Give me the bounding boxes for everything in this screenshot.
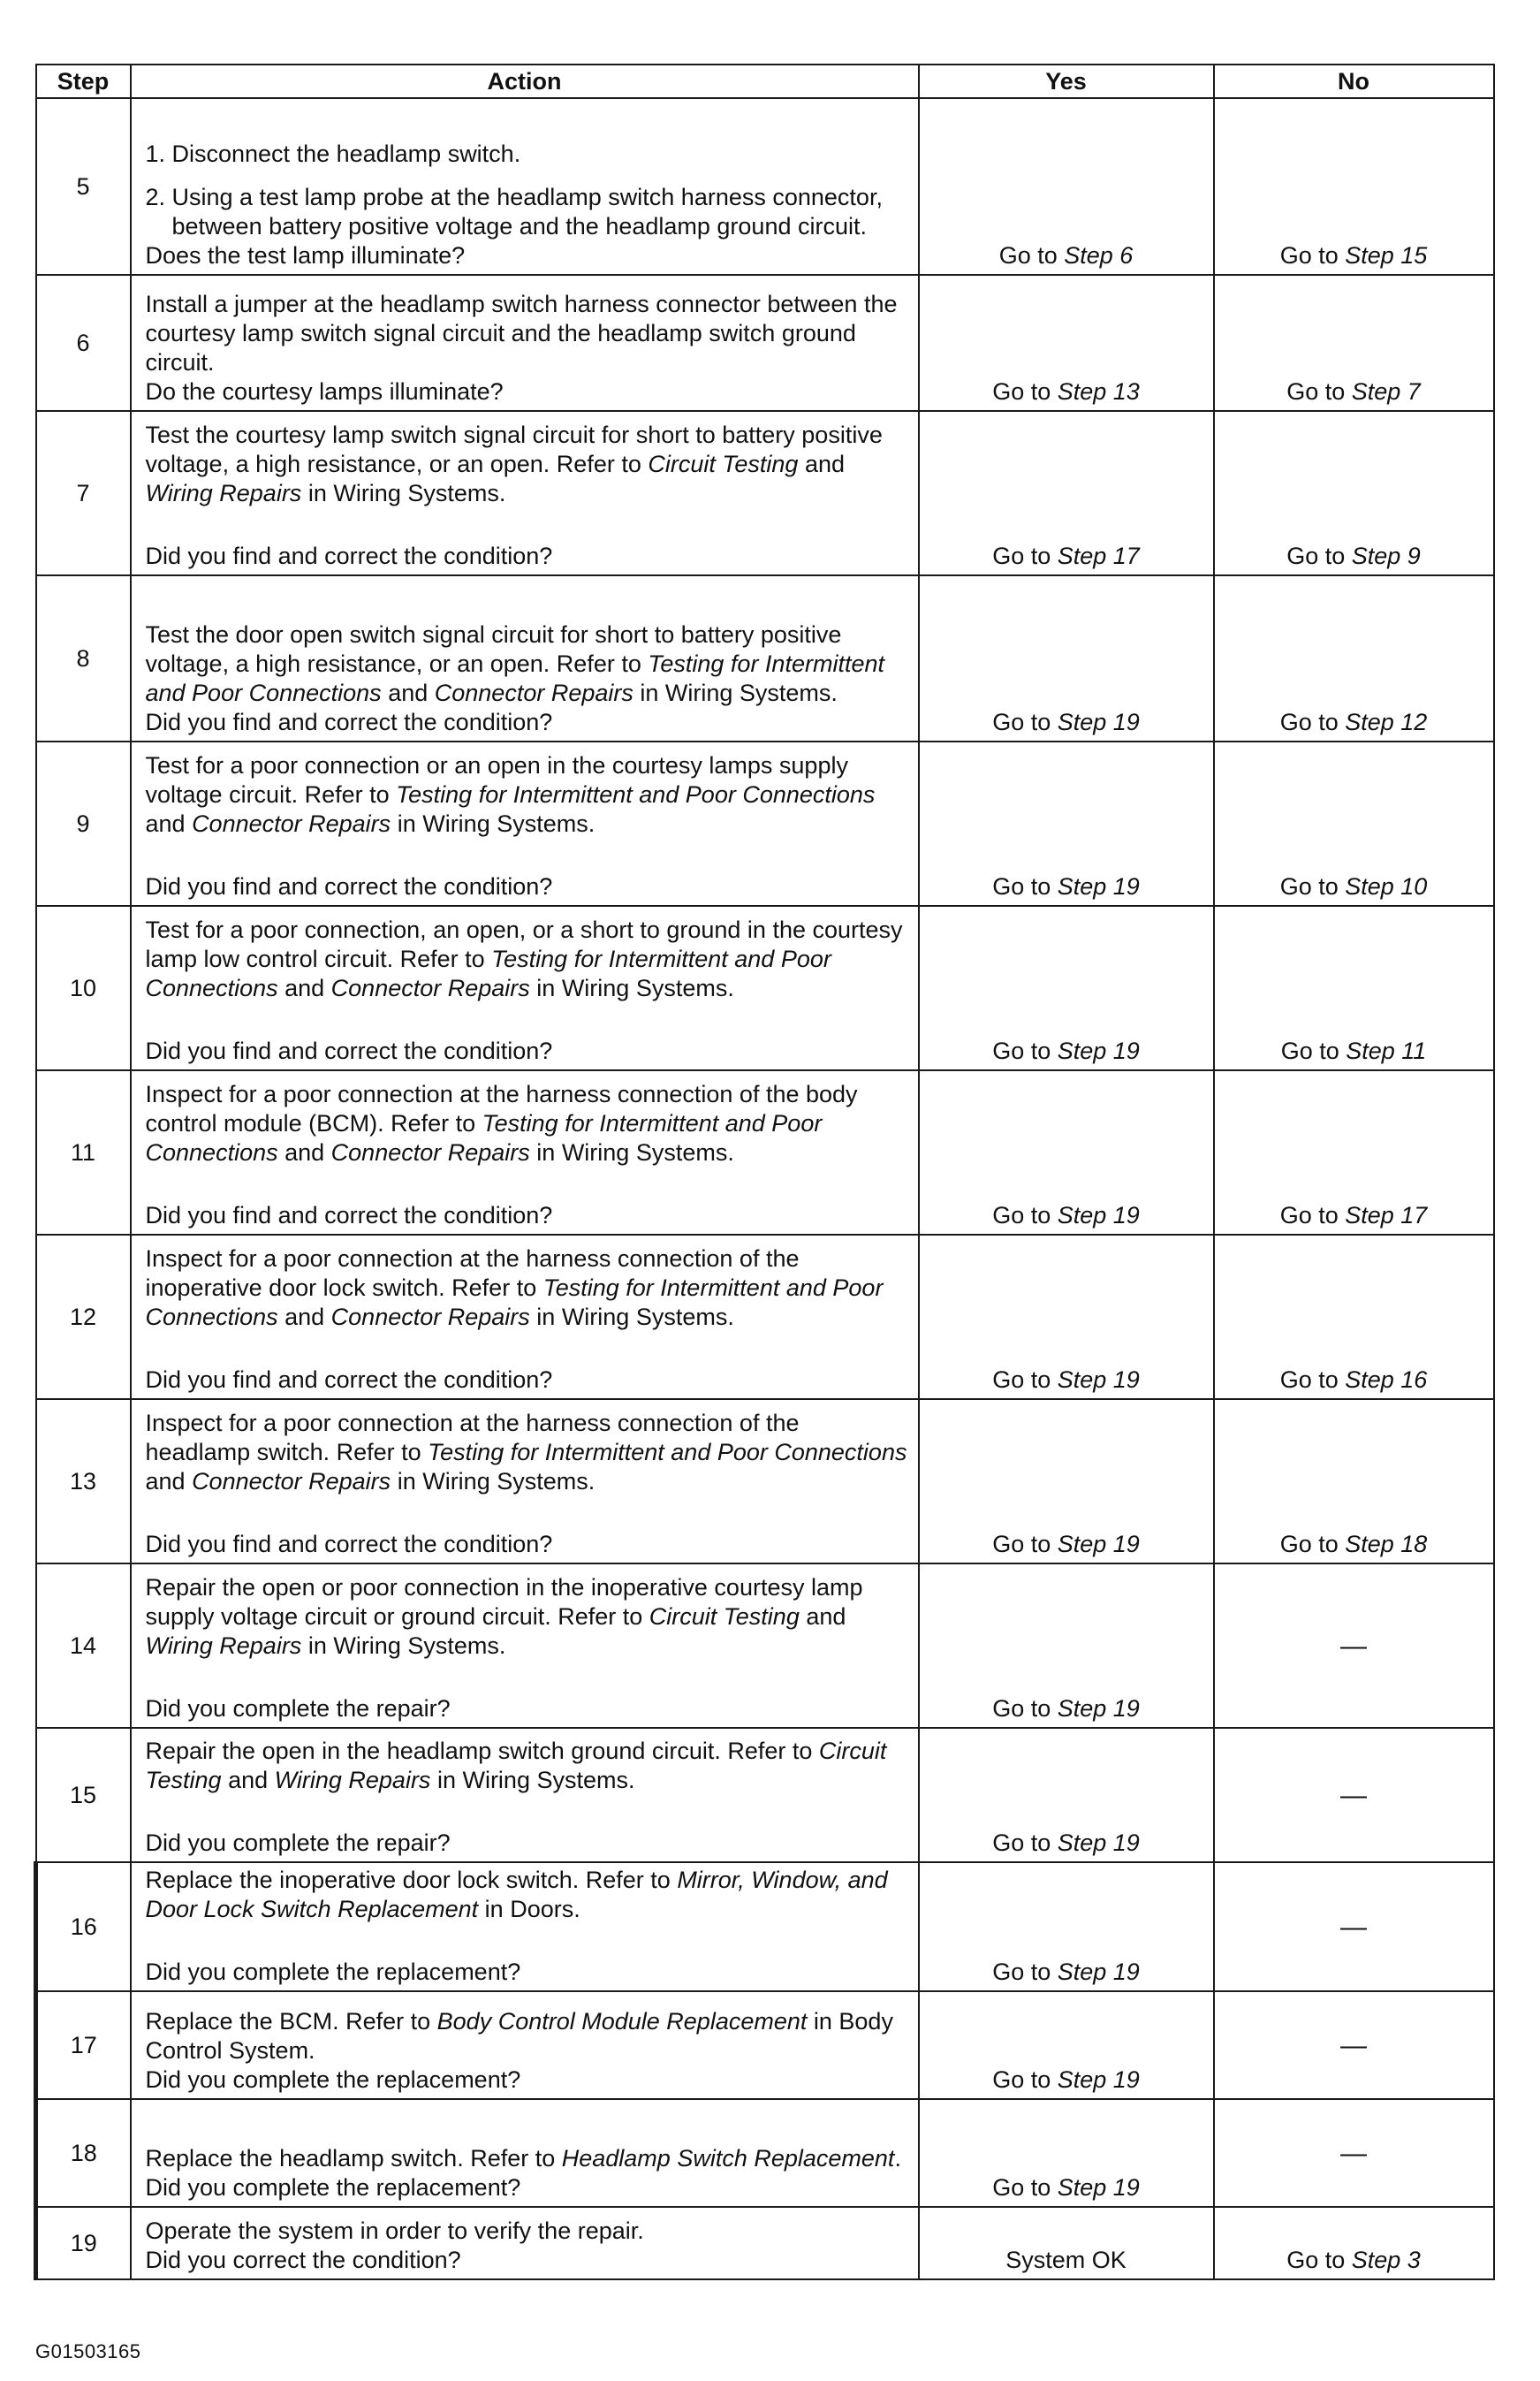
action-cell xyxy=(131,411,919,575)
step-number: 19 xyxy=(36,2207,131,2279)
action-text-segment: Inspect for a poor connection at the harness connection of the headlamp switch. Refer to xyxy=(145,1410,800,1465)
step-number: 13 xyxy=(36,1399,131,1563)
step-reference: Step 19 xyxy=(1057,1202,1140,1229)
reference-link-text: Connector Repairs xyxy=(330,1139,530,1166)
action-cell xyxy=(131,1862,919,1991)
goto-label: Go to xyxy=(992,543,1058,569)
action-cell xyxy=(131,1991,919,2099)
yes-result xyxy=(919,575,1214,742)
action-text-segment: Repair the open or poor connection in the inoperative courtesy lamp supply voltage circuit or ground circuit. Refer to xyxy=(145,1574,863,1630)
goto-label: Go to xyxy=(1286,543,1352,569)
step-number: 18 xyxy=(36,2099,131,2207)
step-reference: Step 19 xyxy=(1057,709,1140,735)
action-text-segment: in Wiring Systems. xyxy=(529,1304,734,1330)
action-text xyxy=(146,2144,909,2173)
action-text-segment: Repair the open in the headlamp switch ground circuit. Refer to xyxy=(145,1738,819,1764)
step-number: 14 xyxy=(36,1563,131,1728)
action-cell xyxy=(131,742,919,906)
action-question: Did you find and correct the condition? xyxy=(145,1366,553,1393)
action-cell xyxy=(131,575,919,742)
goto-label: Go to xyxy=(992,378,1058,405)
action-cell xyxy=(131,1563,919,1728)
table-row xyxy=(36,2207,1494,2279)
action-question: Did you find and correct the condition? xyxy=(145,873,553,900)
action-text-segment: Test for a poor connection or an open in the courtesy lamps supply voltage circuit. Refer to xyxy=(145,752,848,808)
step-reference: Step 19 xyxy=(1057,2174,1140,2201)
goto-label: Go to xyxy=(998,242,1065,269)
spacer xyxy=(146,1168,909,1201)
step-number: 10 xyxy=(36,906,131,1070)
reference-link-text: Testing for Intermittent and Poor Connections xyxy=(396,781,876,808)
step-reference: Step 10 xyxy=(1345,873,1428,900)
action-cell xyxy=(131,1070,919,1235)
action-text-segment: and xyxy=(277,975,331,1001)
no-result: — xyxy=(1214,1862,1494,1991)
action-list xyxy=(146,140,909,241)
goto-label: Go to xyxy=(992,1829,1058,1856)
step-number: 7 xyxy=(36,411,131,575)
header-row xyxy=(36,65,1494,98)
reference-link-text: Wiring Repairs xyxy=(274,1767,431,1793)
action-text-segment: Inspect for a poor connection at the harness connection of the inoperative door lock switch. Refer to xyxy=(145,1245,800,1301)
goto-label: Go to xyxy=(992,709,1058,735)
yes-result xyxy=(919,411,1214,575)
no-result xyxy=(1214,275,1494,411)
action-text-segment: in Wiring Systems. xyxy=(301,480,506,506)
goto-label: Go to xyxy=(992,873,1058,900)
no-result xyxy=(1214,1070,1494,1235)
step-reference: Step 19 xyxy=(1057,1531,1140,1557)
action-question: Did you find and correct the condition? xyxy=(145,1038,553,1064)
action-cell xyxy=(131,1235,919,1399)
spacer xyxy=(146,1332,909,1365)
step-reference: Step 11 xyxy=(1346,1038,1427,1064)
spacer xyxy=(146,1496,909,1530)
yes-result xyxy=(919,1399,1214,1563)
spacer xyxy=(146,1003,909,1037)
goto-label: Go to xyxy=(992,1038,1058,1064)
step-reference: Step 16 xyxy=(1345,1366,1428,1393)
action-text-segment: in Wiring Systems. xyxy=(430,1767,635,1793)
action-text-segment: Replace the headlamp switch. Refer to xyxy=(145,2145,562,2172)
action-cell xyxy=(131,2099,919,2207)
action-text-segment: and xyxy=(145,1468,193,1495)
goto-label: Go to xyxy=(1279,1202,1346,1229)
no-result xyxy=(1214,411,1494,575)
no-result: — xyxy=(1214,1991,1494,2099)
action-cell xyxy=(131,906,919,1070)
action-text-segment: in Wiring Systems. xyxy=(301,1632,506,1659)
spacer xyxy=(146,1661,909,1694)
header-action: Action xyxy=(131,65,919,98)
action-text-segment: Replace the inoperative door lock switch. Refer to xyxy=(145,1867,678,1893)
spacer xyxy=(146,508,909,542)
action-cell xyxy=(131,1399,919,1563)
no-result xyxy=(1214,575,1494,742)
action-text xyxy=(146,290,909,377)
action-text xyxy=(146,620,909,708)
action-text xyxy=(146,1244,909,1332)
action-text-segment: and xyxy=(221,1767,275,1793)
action-question: Did you complete the repair? xyxy=(145,1829,451,1856)
step-reference: Step 19 xyxy=(1057,1959,1140,1985)
reference-link-text: Connector Repairs xyxy=(330,1304,530,1330)
action-question: Did you find and correct the condition? xyxy=(145,709,553,735)
reference-link-text: Wiring Repairs xyxy=(145,1632,302,1659)
action-text-segment: and xyxy=(381,680,435,706)
action-text xyxy=(146,2007,909,2065)
step-reference: Step 15 xyxy=(1345,242,1428,269)
action-question: Did you complete the replacement? xyxy=(145,2174,521,2201)
table-row xyxy=(36,98,1494,275)
step-reference: Step 13 xyxy=(1057,378,1140,405)
no-result xyxy=(1214,98,1494,275)
step-reference: Step 6 xyxy=(1064,242,1134,269)
action-question: Do the courtesy lamps illuminate? xyxy=(145,378,504,405)
yes-result xyxy=(919,1070,1214,1235)
action-text-segment: in Body Control System. xyxy=(145,2008,893,2064)
action-text xyxy=(146,916,909,1003)
reference-link-text: Testing for Intermittent and Poor Connections xyxy=(428,1439,907,1465)
reference-link-text: Connector Repairs xyxy=(192,1468,391,1495)
yes-result xyxy=(919,1728,1214,1862)
table-row xyxy=(36,1728,1494,1862)
reference-link-text: Testing for Intermittent and Poor Connections xyxy=(145,1110,823,1166)
action-text-segment: Test the door open switch signal circuit for short to battery positive voltage, a high resistance, or an open. Refer to xyxy=(145,621,842,677)
yes-result xyxy=(919,906,1214,1070)
table-row xyxy=(36,1235,1494,1399)
no-result xyxy=(1214,906,1494,1070)
action-question: Did you complete the replacement? xyxy=(145,1959,521,1985)
no-result xyxy=(1214,1235,1494,1399)
action-text xyxy=(146,2217,909,2246)
action-text-segment: and xyxy=(277,1139,331,1166)
goto-label: Go to xyxy=(992,2066,1058,2093)
step-reference: Step 19 xyxy=(1057,1038,1140,1064)
goto-label: Go to xyxy=(1279,1366,1346,1393)
goto-label: Go to xyxy=(1279,1531,1346,1557)
action-text-segment: and xyxy=(799,1603,846,1630)
header-yes: Yes xyxy=(919,65,1214,98)
yes-result xyxy=(919,2099,1214,2207)
no-result xyxy=(1214,742,1494,906)
spacer xyxy=(146,839,909,872)
action-question: Did you find and correct the condition? xyxy=(145,543,553,569)
list-item-text: Disconnect the headlamp switch. xyxy=(171,141,521,167)
action-text xyxy=(146,1573,909,1661)
action-question: Does the test lamp illuminate? xyxy=(145,242,466,269)
action-text-segment: and xyxy=(145,810,193,837)
step-number: 9 xyxy=(36,742,131,906)
list-marker: 1. xyxy=(145,141,166,167)
goto-label: Go to xyxy=(1280,1038,1347,1064)
table-row xyxy=(36,2099,1494,2207)
figure-id: G01503165 xyxy=(35,2340,141,2362)
step-reference: Step 17 xyxy=(1345,1202,1428,1229)
table-row xyxy=(36,1991,1494,2099)
table-row xyxy=(36,742,1494,906)
goto-label: Go to xyxy=(1279,242,1346,269)
step-reference: Step 19 xyxy=(1057,1695,1140,1722)
goto-label: Go to xyxy=(992,1202,1058,1229)
action-text-segment: and xyxy=(798,451,845,477)
action-list-item xyxy=(146,140,909,169)
step-reference: Step 19 xyxy=(1057,1366,1140,1393)
action-text-segment: Install a jumper at the headlamp switch harness connector between the courtesy lamp switch signal circuit and the headlamp switch ground circuit. xyxy=(145,291,898,376)
action-text xyxy=(146,1409,909,1496)
header-step: Step xyxy=(36,65,131,98)
step-reference: Step 17 xyxy=(1057,543,1140,569)
table-row xyxy=(36,1862,1494,1991)
action-cell xyxy=(131,98,919,275)
action-text-segment: Test for a poor connection, an open, or a short to ground in the courtesy lamp low control circuit. Refer to xyxy=(145,917,903,972)
goto-label: Go to xyxy=(1286,2247,1352,2273)
no-result: — xyxy=(1214,1728,1494,1862)
reference-link-text: Circuit Testing xyxy=(649,1603,800,1630)
reference-link-text: Testing for Intermittent and Poor Connections xyxy=(145,1274,884,1330)
step-reference: Step 9 xyxy=(1351,543,1421,569)
action-question: Did you complete the repair? xyxy=(145,1695,451,1722)
no-result xyxy=(1214,2207,1494,2279)
action-text-segment: in Wiring Systems. xyxy=(391,1468,596,1495)
no-result xyxy=(1214,1399,1494,1563)
step-number: 16 xyxy=(36,1862,131,1991)
reference-link-text: Circuit Testing xyxy=(648,451,799,477)
goto-label: Go to xyxy=(1279,873,1346,900)
table-row xyxy=(36,906,1494,1070)
yes-result: System OK xyxy=(919,2207,1214,2279)
action-question: Did you correct the condition? xyxy=(145,2247,461,2273)
action-text-segment: Inspect for a poor connection at the harness connection of the body control module (BCM). Refer to xyxy=(145,1081,858,1137)
action-text-segment: Operate the system in order to verify the repair. xyxy=(145,2217,644,2244)
table-row xyxy=(36,275,1494,411)
action-text-segment: in Wiring Systems. xyxy=(529,1139,734,1166)
goto-label: Go to xyxy=(992,1959,1058,1985)
action-text xyxy=(146,421,909,508)
table-row xyxy=(36,1399,1494,1563)
step-reference: Step 3 xyxy=(1351,2247,1421,2273)
goto-label: Go to xyxy=(1279,709,1346,735)
step-reference: Step 19 xyxy=(1057,873,1140,900)
action-question: Did you find and correct the condition? xyxy=(145,1202,553,1229)
step-number: 17 xyxy=(36,1991,131,2099)
goto-label: Go to xyxy=(992,1366,1058,1393)
action-text-segment: in Doors. xyxy=(478,1896,580,1922)
action-text-segment: and xyxy=(277,1304,331,1330)
reference-link-text: Body Control Module Replacement xyxy=(436,2008,808,2035)
step-number: 5 xyxy=(36,98,131,275)
step-number: 8 xyxy=(36,575,131,742)
action-cell xyxy=(131,275,919,411)
header-no: No xyxy=(1214,65,1494,98)
table-row xyxy=(36,1070,1494,1235)
diagnostic-table xyxy=(34,64,1495,2280)
step-reference: Step 7 xyxy=(1351,378,1421,405)
step-reference: Step 19 xyxy=(1057,2066,1140,2093)
goto-label: Go to xyxy=(1286,378,1352,405)
step-number: 6 xyxy=(36,275,131,411)
yes-result xyxy=(919,1563,1214,1728)
action-text xyxy=(146,1737,909,1795)
yes-result xyxy=(919,98,1214,275)
action-cell xyxy=(131,2207,919,2279)
goto-label: Go to xyxy=(992,1531,1058,1557)
reference-link-text: Connector Repairs xyxy=(434,680,633,706)
step-reference: Step 19 xyxy=(1057,1829,1140,1856)
reference-link-text: Connector Repairs xyxy=(330,975,530,1001)
reference-link-text: Wiring Repairs xyxy=(145,480,302,506)
action-text-segment: Replace the BCM. Refer to xyxy=(145,2008,437,2035)
reference-link-text: Circuit Testing xyxy=(145,1738,887,1793)
yes-result xyxy=(919,275,1214,411)
yes-result xyxy=(919,1235,1214,1399)
goto-label: Go to xyxy=(992,1695,1058,1722)
reference-link-text: Headlamp Switch Replacement xyxy=(561,2145,895,2172)
step-reference: Step 18 xyxy=(1345,1531,1428,1557)
action-cell xyxy=(131,1728,919,1862)
step-number: 12 xyxy=(36,1235,131,1399)
reference-link-text: Connector Repairs xyxy=(192,810,391,837)
no-result: — xyxy=(1214,2099,1494,2207)
action-text-segment: in Wiring Systems. xyxy=(391,810,596,837)
list-item-text: Using a test lamp probe at the headlamp switch harness connector, between battery positive voltage and the headlamp ground circuit. xyxy=(171,184,883,240)
yes-result xyxy=(919,742,1214,906)
spacer xyxy=(146,1795,909,1829)
reference-link-text: Mirror, Window, and Door Lock Switch Replacement xyxy=(145,1867,888,1922)
table-row xyxy=(36,411,1494,575)
action-text xyxy=(146,751,909,839)
table-row xyxy=(36,575,1494,742)
action-text-segment: . xyxy=(894,2145,901,2172)
yes-result xyxy=(919,1991,1214,2099)
action-text-segment: Test the courtesy lamp switch signal circuit for short to battery positive voltage, a high resistance, or an open. Refer to xyxy=(145,422,883,477)
action-text-segment: in Wiring Systems. xyxy=(633,680,838,706)
step-number: 11 xyxy=(36,1070,131,1235)
action-question: Did you find and correct the condition? xyxy=(145,1531,553,1557)
action-text xyxy=(146,1866,909,1924)
step-reference: Step 12 xyxy=(1345,709,1428,735)
no-result: — xyxy=(1214,1563,1494,1728)
action-list-item xyxy=(146,183,909,241)
spacer xyxy=(146,1924,909,1958)
yes-result xyxy=(919,1862,1214,1991)
reference-link-text: Testing for Intermittent and Poor Connections xyxy=(145,650,884,706)
list-marker: 2. xyxy=(145,184,166,210)
goto-label: Go to xyxy=(992,2174,1058,2201)
action-text-segment: in Wiring Systems. xyxy=(529,975,734,1001)
reference-link-text: Testing for Intermittent and Poor Connections xyxy=(145,946,831,1001)
action-text xyxy=(146,1080,909,1168)
action-question: Did you complete the replacement? xyxy=(145,2066,521,2093)
table-row xyxy=(36,1563,1494,1728)
step-number: 15 xyxy=(36,1728,131,1862)
